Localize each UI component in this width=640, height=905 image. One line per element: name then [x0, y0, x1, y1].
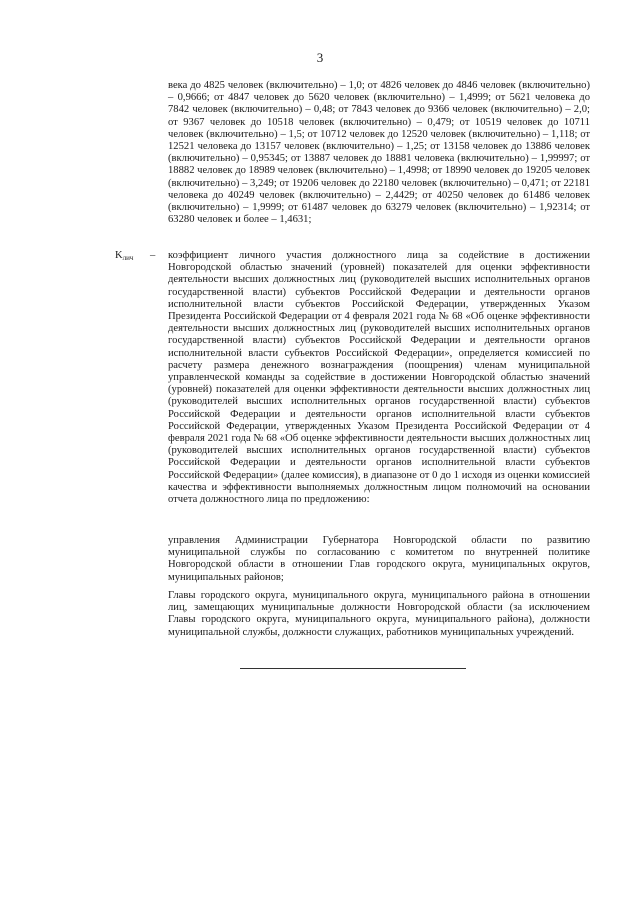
coefficient-definition: коэффициент личного участия должностного лица за содействие в достижении Новгородской областью значений (уровней) показателей для оценки эффективности деятельности высших должностных лиц (руководителей высших исполнительных органов государственной власти) субъектов Российской Федерации и деятельности органов исполнительной власти субъектов Российской Федерации, утвержденных Указом Президента Российской Федерации от 4 февраля 2021 года № 68 «Об оценке эффективности деятельности высших должностных лиц (руководителей высших исполнительных органов государственной власти) субъектов Российской Федерации и деятельности органов исполнительной власти субъектов Российской Федерации», определяется комиссией по расчету размера денежного вознаграждения (поощрения) членам муниципальной управленческой команды за содействие в достижении Новгородской областью значений (уровней) показателей для оценки эффективности деятельности высших должностных лиц (руководителей высших исполнительных органов государственной власти) субъектов Российской Федерации и деятельности органов исполнительной власти субъектов Российской Федерации, утвержденных Указом Президента Российской Федерации от 4 февраля 2021 года № 68 «Об оценке эффективности деятельности высших должностных лиц (руководителей высших исполнительных органов государственной власти) субъектов Российской Федерации и деятельности органов исполнительной власти субъектов Российской Федерации» (далее комиссия), в диапазоне от 0 до 1 исходя из оценки комиссией качества и эффективности выполняемых должностным лицом полномочий на основании отчета должностного лица по предложению:: [168, 250, 590, 506]
coefficient-letter: K: [115, 250, 123, 261]
continuation-paragraph: века до 4825 человек (включительно) – 1,0; от 4826 человек до 4846 человек (включительно) – 0,9666; от 4847 человек до 5620 человек (включительно) – 1,4999; от 5621 человека до 7842 человек (включительно) – 0,48; от 7843 человек до 9366 человек (включительно) – 2,0; от 9367 человек до 10518 человек (включительно) – 0,479; от 10519 человек до 10711 человек (включительно) – 1,5; от 10712 человек до 12520 человек (включительно) – 1,118; от 12521 человека до 13157 человек (включительно) – 1,25; от 13158 человек до 13886 человек (включительно) – 0,95345; от 13887 человек до 18881 человека (включительно) – 1,99997; от 18882 человек до 18989 человек (включительно) – 1,4998; от 18990 человек до 19205 человек (включительно) – 3,249; от 19206 человек до 22180 человек (включительно) – 0,471; от 22181 человека до 40249 человек (включительно) – 2,4429; от 40250 человек до 61486 человек (включительно) – 1,9999; от 61487 человек до 63279 человек (включительно) – 1,92314; от 63280 человек и более – 1,4631;: [168, 80, 590, 226]
closing-rule: [240, 668, 466, 669]
coefficient-dash: –: [150, 250, 156, 261]
coefficient-symbol: [115, 250, 133, 262]
paragraph-heads-proposal: Главы городского округа, муниципального округа, муниципального района в отношении лиц, замещающих муниципальные должности Новгородской области (за исключением Главы городского округа, муниципального округа, муниципального района), должности муниципальной службы, должности служащих, работников муниципальных учреждений.: [168, 590, 590, 638]
paragraph-admin-proposal: управления Администрации Губернатора Новгородской области по развитию муниципальной службы по согласованию с комитетом по внутренней политике Новгородской области в отношении Глав городского округа, муниципальных округов, муниципальных районов;: [168, 535, 590, 583]
page-number: 3: [316, 50, 324, 65]
coefficient-subscript: лич: [122, 254, 134, 262]
